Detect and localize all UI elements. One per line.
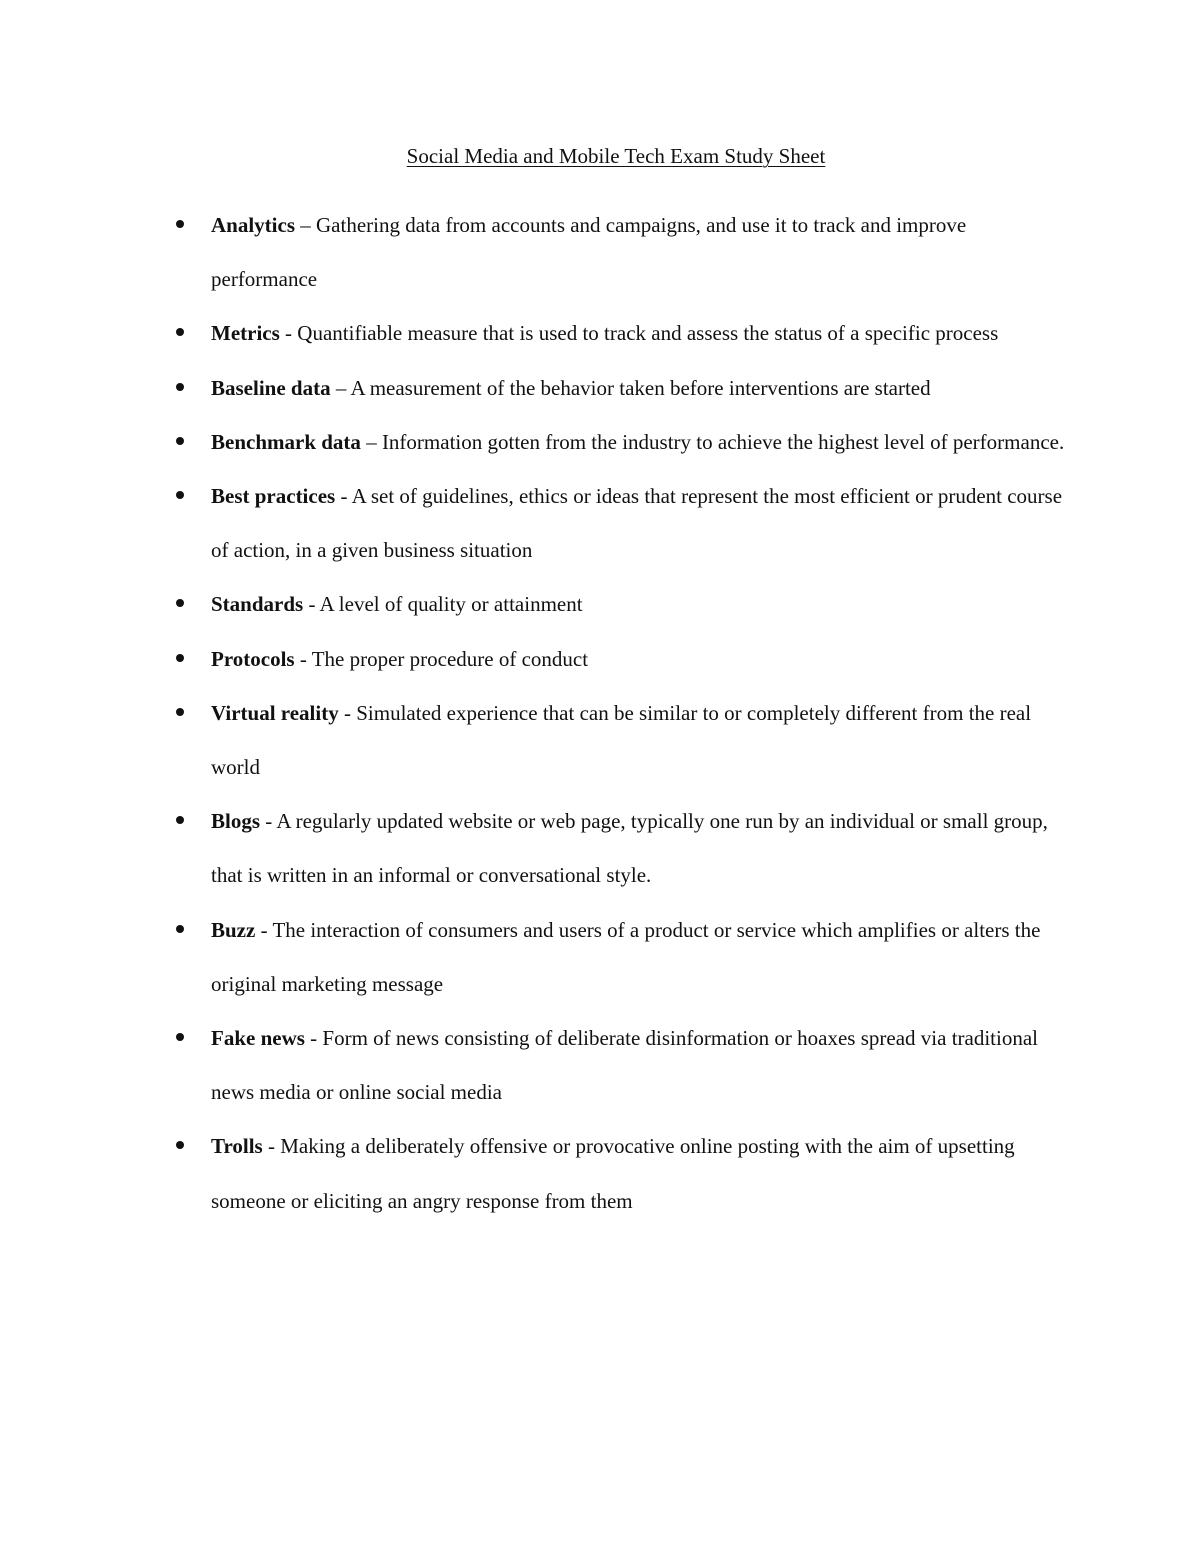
bullet-icon [176,1141,184,1149]
term-separator: - [338,700,357,725]
term-name: Buzz [211,917,256,942]
term-definition: Gathering data from accounts and campaigns, and use it to track and improve performance [211,213,967,292]
term-name: Analytics [211,213,295,237]
term-definition: Making a deliberately offensive or provocative online posting with the aim of upsetting someone or eliciting an angry response from them [211,1134,1015,1213]
term-name: Baseline data [211,375,331,400]
term-separator: - [279,321,298,346]
term-list [172,198,1072,1228]
list-item [172,198,1072,306]
list-item [172,1011,1072,1119]
term-separator: - [294,646,312,671]
list-item [172,361,1072,415]
bullet-icon [176,654,184,662]
term-name: Blogs [211,809,261,834]
term-definition: Simulated experience that can be similar to or completely different from the real world [211,700,1032,780]
term-name: Trolls [211,1134,263,1159]
term-name: Metrics [211,321,280,346]
term-separator: - [303,592,320,617]
list-item [172,415,1072,469]
term-separator: - [260,809,277,834]
list-item [172,686,1072,794]
term-name: Standards [211,592,304,617]
term-separator: - [255,917,273,942]
term-separator: – [360,429,382,454]
term-definition: Information gotten from the industry to achieve the highest level of performance. [381,429,1065,454]
term-name: Virtual reality [211,700,339,725]
bullet-icon [176,220,184,228]
bullet-icon [176,599,184,607]
bullet-icon [176,491,184,499]
list-item [172,469,1072,577]
term-definition: A regularly updated website or web page, typically one run by an individual or small group, that is written in an informal or conversational style. [211,809,1048,888]
page-title: Social Media and Mobile Tech Exam Study Sheet [406,144,826,168]
list-item [172,632,1072,686]
bullet-icon [176,1033,184,1041]
bullet-icon [176,708,184,716]
term-definition: The interaction of consumers and users of a product or service which amplifies or alters the original marketing message [211,917,1041,996]
term-definition: Form of news consisting of deliberate disinformation or hoaxes spread via traditional news media or online social media [211,1026,1039,1105]
bullet-icon [176,925,184,933]
term-separator: – [330,375,351,400]
list-item [172,1119,1072,1227]
list-item [172,306,1072,360]
term-separator: - [304,1026,323,1051]
term-separator: – [295,213,316,237]
term-separator: - [335,484,352,509]
list-item [172,903,1072,1011]
list-item [172,794,1072,902]
bullet-icon [176,328,184,336]
bullet-icon [176,437,184,445]
term-name: Protocols [211,646,295,671]
list-item [172,577,1072,631]
term-definition: The proper procedure of conduct [311,646,589,671]
term-name: Benchmark data [211,429,361,454]
term-definition: Quantifiable measure that is used to track and assess the status of a specific process [297,321,999,346]
bullet-icon [176,383,184,391]
bullet-icon [176,816,184,824]
term-name: Best practices [211,484,336,509]
term-definition: A set of guidelines, ethics or ideas that represent the most efficient or prudent course of action, in a given business situation [211,484,1063,563]
term-definition: A level of quality or attainment [319,592,583,617]
term-name: Fake news [211,1026,305,1051]
term-definition: A measurement of the behavior taken before interventions are started [350,375,931,400]
term-separator: - [262,1134,281,1159]
